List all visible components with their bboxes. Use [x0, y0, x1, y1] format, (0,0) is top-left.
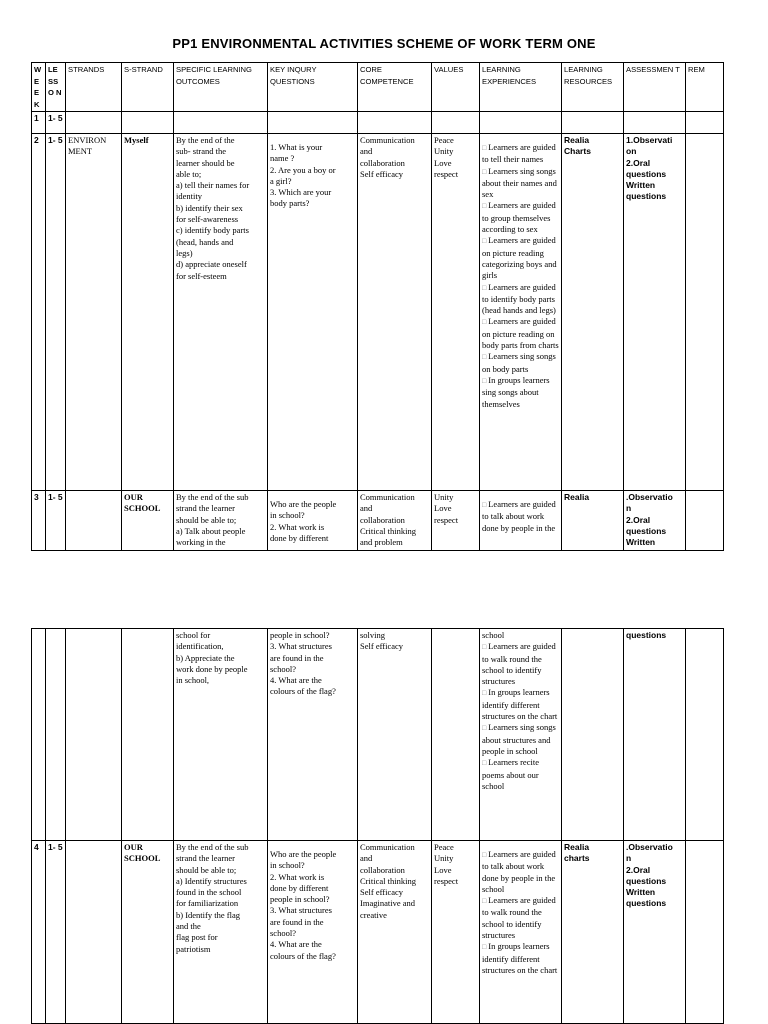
cell-line: Realia	[564, 135, 590, 145]
bullet-box-icon: □	[482, 318, 487, 327]
cell-line: .Observatio	[626, 842, 673, 852]
cell-line: in school,	[176, 675, 210, 686]
cell-line: a) Talk about people	[176, 525, 246, 536]
cell-line: school?	[270, 663, 296, 674]
header-rem: REM	[686, 63, 724, 112]
header-row	[32, 63, 724, 112]
cell-line: able to;	[176, 168, 202, 179]
cell-line: Imaginative and	[360, 898, 415, 909]
table-row-week-1	[32, 112, 724, 134]
cell-line: a) Identify structures	[176, 875, 247, 886]
cell-line: Self efficacy	[360, 887, 404, 898]
cell-line: flag post for	[176, 932, 218, 943]
cell-line: Communication	[360, 135, 415, 145]
cell-line: Love	[434, 864, 452, 875]
week-cell: 3	[32, 491, 46, 551]
cell-line: should be able to;	[176, 864, 237, 875]
cell-line: and problem	[360, 537, 403, 548]
bullet-box-icon: □	[482, 144, 487, 152]
cell-line: Communication	[360, 842, 415, 852]
experience-item: □ Learners sing songs about their names and sex	[482, 165, 557, 200]
week-cell: 1	[32, 112, 46, 134]
cell-line: are found in the	[270, 652, 324, 663]
cell-line: strand the learner	[176, 503, 235, 514]
core-cell	[358, 491, 432, 551]
cell-line: questions	[626, 191, 667, 202]
table-row-week-4	[32, 841, 724, 1024]
kiq-cell	[268, 841, 358, 1024]
cell-line: questions	[626, 898, 667, 909]
cell-line: 1. What is your	[270, 142, 323, 152]
cell-line: Unity	[434, 853, 454, 864]
lesson-cell: 1- 5	[46, 134, 66, 491]
cell-line: Self efficacy	[360, 641, 404, 652]
values-cell	[432, 491, 480, 551]
le-cell	[480, 629, 562, 841]
cell-line: 2.Oral	[626, 157, 651, 168]
cell-line: identity	[176, 191, 202, 202]
cell-line: questions	[626, 875, 667, 886]
cell-line: colours of the flag?	[270, 950, 336, 961]
cell-line: d) appreciate oneself	[176, 259, 247, 270]
cell-line: in school?	[270, 860, 305, 871]
cell-line: a) tell their names for	[176, 180, 250, 191]
experience-item: □ In groups learners sing songs about themselves	[482, 374, 550, 409]
cell-line: and	[360, 503, 373, 514]
table-row-week-3	[32, 491, 724, 551]
table-row-week-3-continued	[32, 629, 724, 841]
slo-cell	[174, 629, 268, 841]
cell-line: Unity	[434, 492, 454, 502]
cell-line: Charts	[564, 146, 591, 157]
cell-line: By the end of the sub	[176, 842, 249, 852]
rem-cell	[686, 491, 724, 551]
bullet-box-icon: □	[482, 851, 487, 859]
header-lesson: LE SS O N	[46, 63, 66, 112]
cell-line: b) Identify the flag	[176, 909, 240, 920]
cell-line: sub- strand the	[176, 146, 227, 157]
cell-line: done by different	[270, 532, 329, 543]
lesson-cell: 1- 5	[46, 841, 66, 1024]
cell-line: 2.Oral	[626, 514, 651, 525]
cell-line: legs)	[176, 247, 193, 258]
cell-line: and	[360, 853, 373, 864]
cell-line: school for	[176, 630, 211, 640]
experience-item: □ Learners are guided to talk about work done by people in the school	[482, 849, 556, 894]
cell-line: strand the learner	[176, 853, 235, 864]
bullet-box-icon: □	[482, 724, 487, 733]
cell-line: creative	[360, 909, 387, 920]
header-sstrand: S-STRAND	[122, 63, 174, 112]
cell-line: colours of the flag?	[270, 686, 336, 697]
cell-line: Who are the people	[270, 849, 337, 859]
cell-line: in school?	[270, 510, 305, 521]
cell-line: Love	[434, 157, 452, 168]
experience-item: □ In groups learners identify different structures on the chart	[482, 687, 558, 722]
cell-line: 2. What work is	[270, 871, 325, 882]
bullet-box-icon: □	[482, 897, 487, 906]
header-assess: ASSESSMEN T	[624, 63, 686, 112]
le-cell	[480, 491, 562, 551]
kiq-cell	[268, 134, 358, 491]
cell-line: patriotism	[176, 943, 211, 954]
cell-line: 4. What are the	[270, 939, 322, 950]
bullet-box-icon: □	[482, 943, 487, 952]
cell-line: (head, hands and	[176, 236, 234, 247]
cell-line: and	[360, 146, 373, 157]
cell-line: and the	[176, 921, 201, 932]
week-cell: 2	[32, 134, 46, 491]
kiq-cell	[268, 629, 358, 841]
bullet-box-icon: □	[482, 689, 487, 698]
cell-line: Peace	[434, 842, 454, 852]
cell-line: Realia	[564, 492, 590, 502]
cell-line: for familiarization	[176, 898, 239, 909]
cell-line: questions	[626, 525, 667, 536]
rem-cell	[686, 134, 724, 491]
header-strands: STRANDS	[66, 63, 122, 112]
cell-line: body parts?	[270, 198, 310, 209]
experience-item: □ Learners are guided on picture reading categorizing boys and girls	[482, 235, 557, 281]
lr-cell	[562, 491, 624, 551]
cell-line: identification,	[176, 641, 224, 652]
bullet-box-icon: □	[482, 501, 487, 509]
cell-line: Written	[626, 887, 656, 898]
lr-cell	[562, 841, 624, 1024]
sstrand-cell: OUR SCHOOL	[122, 491, 174, 551]
cell-line: 3. Which are your	[270, 187, 332, 198]
scheme-table-part-1	[31, 62, 724, 551]
bullet-box-icon: □	[482, 353, 487, 362]
experience-item: □ In groups learners identify different structures on the chart	[482, 941, 558, 975]
assess-cell	[624, 491, 686, 551]
cell-line: collaboration	[360, 514, 405, 525]
cell-line: Peace	[434, 135, 454, 145]
le-bullets	[482, 641, 559, 792]
experience-item: □ Learners are guided to tell their names	[482, 142, 556, 165]
header-le: LEARNING EXPERIENCES	[480, 63, 562, 112]
le-cell	[480, 134, 562, 491]
le-cell	[480, 841, 562, 1024]
cell-line: Unity	[434, 146, 454, 157]
cell-line: found in the school	[176, 887, 242, 898]
bullet-box-icon: □	[482, 283, 487, 292]
cell-line: a girl?	[270, 175, 292, 186]
experience-item: □ Learners recite poems about our school	[482, 757, 539, 791]
cell-line: done by different	[270, 882, 329, 893]
assess-cell	[624, 629, 686, 841]
bullet-box-icon: □	[482, 759, 487, 768]
cell-line: for self-awareness	[176, 214, 239, 225]
cell-line: questions	[626, 168, 667, 179]
cell-line: Realia	[564, 842, 590, 852]
cell-line: name ?	[270, 153, 295, 164]
header-core: CORE COMPETENCE	[358, 63, 432, 112]
cell-line: Communication	[360, 492, 415, 502]
header-week: W E E K	[32, 63, 46, 112]
header-lr: LEARNING RESOURCES	[562, 63, 624, 112]
cell-line: Critical thinking	[360, 875, 416, 886]
core-cell	[358, 134, 432, 491]
cell-line: charts	[564, 853, 590, 864]
cell-line: Self efficacy	[360, 168, 404, 179]
kiq-cell	[268, 491, 358, 551]
week-cell: 4	[32, 841, 46, 1024]
sstrand-cell: OUR SCHOOL	[122, 841, 174, 1024]
experience-item: □ Learners are guided to identify body parts (head hands and legs)	[482, 281, 556, 316]
cell-line: 4. What are the	[270, 675, 322, 686]
values-cell	[432, 841, 480, 1024]
core-cell	[358, 629, 432, 841]
cell-line: respect	[434, 875, 459, 886]
cell-line: 2.Oral	[626, 864, 651, 875]
cell-line: solving	[360, 630, 386, 640]
cell-line: b) Appreciate the	[176, 652, 235, 663]
cell-line: b) identify their sex	[176, 202, 243, 213]
cell-line: people in school?	[270, 894, 330, 905]
bullet-box-icon: □	[482, 237, 487, 246]
cell-line: are found in the	[270, 916, 324, 927]
cell-line: Written	[626, 537, 656, 548]
rem-cell	[686, 841, 724, 1024]
experience-item: □ Learners sing songs about structures and people in school	[482, 722, 556, 756]
cell-line: on	[626, 146, 637, 157]
cell-line: n	[626, 853, 632, 864]
cell-line: should be able to;	[176, 514, 237, 525]
lesson-cell: 1- 5	[46, 112, 66, 134]
cell-line: collaboration	[360, 157, 405, 168]
le-first-line: school	[482, 630, 505, 640]
cell-line: collaboration	[360, 864, 405, 875]
experience-item: □ Learners are guided to walk round the school to identify structures	[482, 895, 556, 941]
bullet-box-icon: □	[482, 167, 487, 176]
experience-item: □ Learners are guided to walk round the school to identify structures	[482, 641, 556, 687]
cell-line: By the end of the	[176, 135, 235, 145]
cell-line: 3. What structures	[270, 641, 332, 652]
cell-line: 3. What structures	[270, 905, 332, 916]
values-cell	[432, 134, 480, 491]
cell-line: respect	[434, 514, 459, 525]
bullet-box-icon: □	[482, 202, 487, 211]
experience-item: □ Learners are guided to talk about work done by people in the	[482, 499, 556, 533]
scheme-table-part-2	[31, 628, 724, 1024]
cell-line: working in the	[176, 537, 226, 548]
cell-line: school?	[270, 928, 296, 939]
slo-cell	[174, 491, 268, 551]
cell-line: questions	[626, 630, 667, 640]
strand-cell: ENVIRON MENT	[66, 134, 122, 491]
cell-line: work done by people	[176, 663, 248, 674]
cell-line: 2. Are you a boy or	[270, 164, 336, 175]
bullet-box-icon: □	[482, 376, 487, 385]
table-row-week-2	[32, 134, 724, 491]
cell-line: Critical thinking	[360, 525, 416, 536]
cell-line: people in school?	[270, 630, 330, 640]
slo-cell	[174, 134, 268, 491]
cell-line: .Observatio	[626, 492, 673, 502]
cell-line: 1.Observati	[626, 135, 673, 145]
sstrand-cell: Myself	[122, 134, 174, 491]
experience-item: □ Learners sing songs on body parts	[482, 351, 556, 374]
experience-item: □ Learners are guided to group themselves according to sex	[482, 200, 556, 235]
cell-line: learner should be	[176, 157, 235, 168]
slo-cell	[174, 841, 268, 1024]
cell-line: for self-esteem	[176, 270, 227, 281]
assess-cell	[624, 134, 686, 491]
header-slo: SPECIFIC LEARNING OUTCOMES	[174, 63, 268, 112]
header-values: VALUES	[432, 63, 480, 112]
cell-line: Written	[626, 180, 656, 191]
lesson-cell: 1- 5	[46, 491, 66, 551]
cell-line: c) identify body parts	[176, 225, 249, 236]
cell-line: Who are the people	[270, 499, 337, 509]
page-title: PP1 ENVIRONMENTAL ACTIVITIES SCHEME OF WORK TERM ONE	[172, 36, 596, 51]
cell-line: n	[626, 503, 632, 514]
cell-line: Love	[434, 503, 452, 514]
cell-line: 2. What work is	[270, 521, 325, 532]
core-cell	[358, 841, 432, 1024]
cell-line: By the end of the sub	[176, 492, 249, 502]
header-kiq: KEY INQURY QUESTIONS	[268, 63, 358, 112]
cell-line: respect	[434, 168, 459, 179]
experience-item: □ Learners are guided on picture reading on body parts from charts	[482, 316, 559, 351]
lr-cell	[562, 134, 624, 491]
bullet-box-icon: □	[482, 643, 487, 652]
assess-cell	[624, 841, 686, 1024]
